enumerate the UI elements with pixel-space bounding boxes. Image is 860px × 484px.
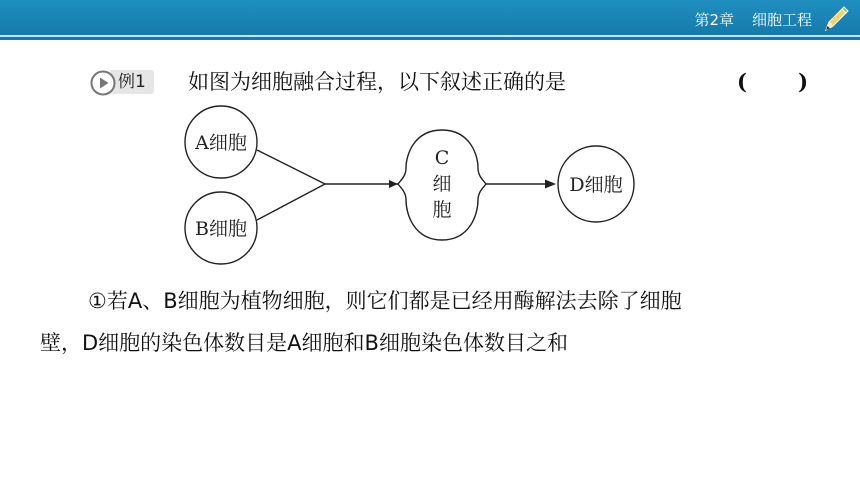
arrow-b-to-junction — [257, 184, 325, 220]
statement-line-1: ①若A、B细胞为植物细胞，则它们都是已经用酶解法去除了细胞 — [88, 289, 682, 313]
example-tag: 例1 — [110, 70, 154, 94]
cell-c-label-3: 胞 — [432, 199, 452, 221]
cell-c-label-1: C — [434, 147, 450, 169]
chapter-number: 第2章 — [694, 11, 734, 29]
cell-a-label: A细胞 — [195, 132, 247, 154]
chapter-title: 细胞工程 — [751, 11, 812, 29]
answer-bracket: ( ) — [737, 69, 809, 94]
statement-line-2: 壁，D细胞的染色体数目是A细胞和B细胞染色体数目之和 — [40, 331, 568, 355]
cell-c-label-2: 细 — [432, 173, 452, 195]
arrowhead-to-c — [389, 180, 398, 188]
cell-d-label: D细胞 — [569, 174, 623, 196]
arrow-a-to-junction — [257, 150, 325, 184]
cell-b-label: B细胞 — [195, 218, 247, 240]
question-text: 如图为细胞融合过程，以下叙述正确的是 — [188, 70, 566, 94]
arrowhead-to-d — [545, 180, 556, 189]
